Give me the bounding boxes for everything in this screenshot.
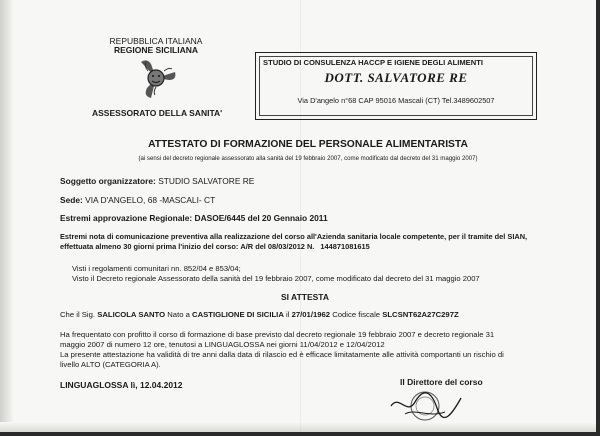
che-il-sig-label: Che il Sig. <box>60 310 96 319</box>
si-attesta-heading: SI ATTESTA <box>280 292 329 302</box>
nato-a-label: Nato a <box>167 310 190 319</box>
document-title: ATTESTATO DI FORMAZIONE DEL PERSONALE ALIMENTARISTA <box>148 139 468 150</box>
estremi-line <box>60 213 328 223</box>
assessorato-label: ASSESSORATO DELLA SANITA' <box>92 108 223 118</box>
page-edge-shadow <box>0 0 14 432</box>
comunicazione-ar: A/R del 08/03/2012 N. <box>240 242 315 251</box>
comunicazione-line-2 <box>60 242 370 251</box>
direttore-label: Il Direttore del corso <box>400 377 483 387</box>
doctor-name: DOTT. SALVATORE RE <box>324 70 468 85</box>
sede-label: Sede: <box>60 195 83 205</box>
estremi-value: DASOE/6445 del 20 Gennaio 2011 <box>194 213 328 223</box>
studio-address: Via D'angelo n°68 CAP 95016 Mascali (CT) Tel.3489602507 <box>297 96 495 105</box>
document-subtitle: (ai sensi del decreto regionale assessorato alla sanità del 19 febbraio 2007, come modificato dal decreto del 31 maggio 2007) <box>138 155 478 162</box>
page-bottom-shadow <box>0 422 596 432</box>
visti-line-2: Visto il Decreto regionale Assessorato della sanità del 19 febbraio 2007, come modificato dal decreto del 31 maggio 2007 <box>72 274 480 283</box>
visti-line-1: Visti i regolamenti comunitari nn. 852/04 e 853/04; <box>72 264 241 273</box>
birth-place: CASTIGLIONE DI SICILIA <box>192 310 284 319</box>
person-name: SALICOLA SANTO <box>97 310 166 319</box>
soggetto-label: Soggetto organizzatore: <box>60 176 156 186</box>
sede-value: VIA D'ANGELO, 68 -MASCALI- CT <box>85 195 216 205</box>
estremi-label: Estremi approvazione Regionale: <box>60 213 193 223</box>
soggetto-value: STUDIO SALVATORE RE <box>158 176 255 186</box>
region-line-2: REGIONE SICILIANA <box>113 45 199 55</box>
trinacria-emblem-icon <box>131 54 181 102</box>
comunicazione-number: 144871081615 <box>320 242 370 251</box>
studio-title: STUDIO DI CONSULENZA HACCP E IGIENE DEGLI ALIMENTI <box>263 58 483 67</box>
codice-fiscale-value: SLCSNT62A27C297Z <box>382 310 459 319</box>
comunicazione-line-1: Estremi nota di comunicazione preventiva alla realizzazione del corso all'Azienda sanitaria locale competente, per il tramite del SIAN, <box>60 232 528 241</box>
corso-line-2: maggio 2007 di numero 12 ore, tenutosi a LINGUAGLOSSA nei giorni 11/04/2012 e 12/04/2012 <box>60 340 385 349</box>
validita-line-1: La presente attestazione ha validità di tre anni dalla data di rilascio ed è efficace limitatamente alle attività comportanti un rischio di <box>60 350 504 359</box>
stamp-signature <box>385 386 465 422</box>
place-date: LINGUAGLOSSA lì, 12.04.2012 <box>60 380 183 390</box>
region-line-1: REPUBBLICA ITALIANA <box>109 36 203 46</box>
birth-date: 27/01/1962 <box>291 310 331 319</box>
validita-line-2: livello ALTO (CATEGORIA A). <box>60 360 161 369</box>
person-line <box>60 310 459 319</box>
il-label: il <box>286 310 290 319</box>
soggetto-line <box>60 176 254 186</box>
comunicazione-prefix: effettuata almeno 30 giorni prima l'inizio del corso: <box>60 242 239 251</box>
corso-line-1: Ha frequentato con profitto il corso di formazione di base previsto dal decreto regionale 19 febbraio 2007 e decreto regionale 31 <box>60 330 495 339</box>
sede-line <box>60 195 215 205</box>
codice-fiscale-label: Codice fiscale <box>332 310 381 319</box>
